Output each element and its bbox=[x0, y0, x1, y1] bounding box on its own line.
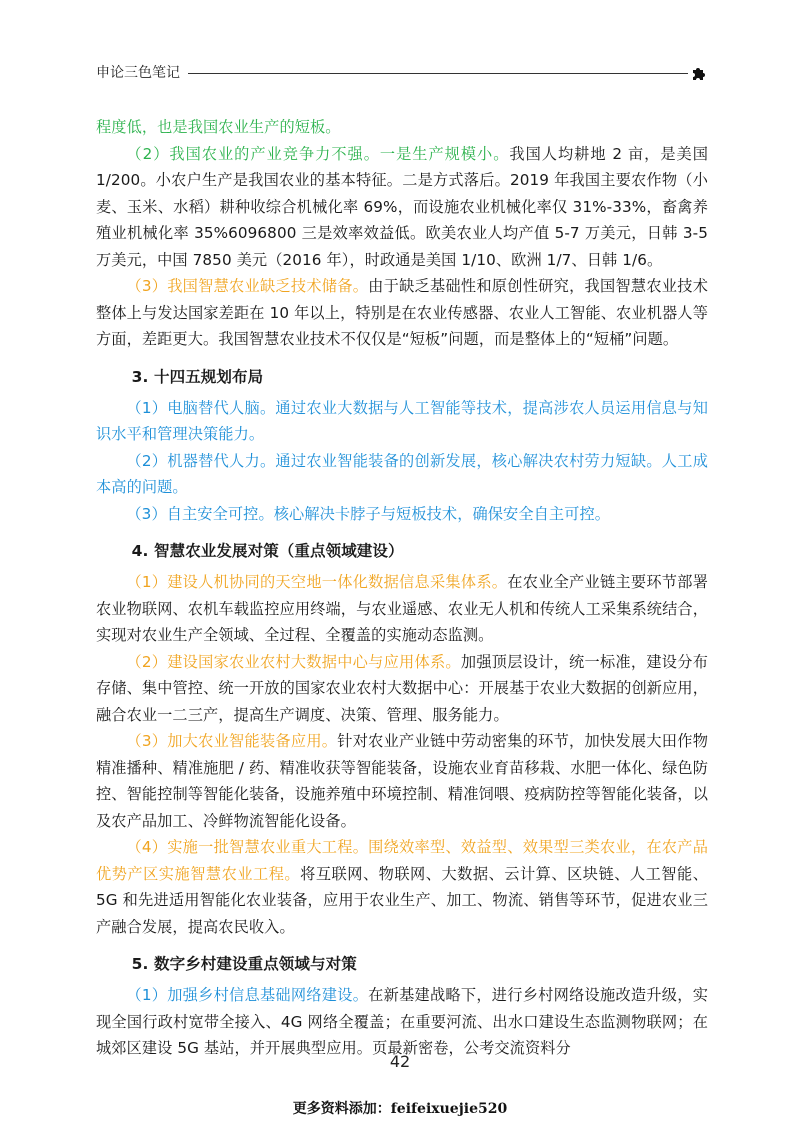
body-text: 加强顶层设计，统一标准，建设分布存储、集中管控、统一开放的国家农业农村大数据中心：开展基于农业大数据的创新应用，融合农业一二三产，提高生产调度、决策、管理、服务能力。 bbox=[96, 652, 708, 724]
section-heading: 4. 智慧农业发展对策（重点领域建设） bbox=[131, 542, 404, 560]
body-text: 针对农业产业链中劳动密集的环节，加快发展大田作物精准播种、精准施肥 / 药、精准收获等智能装备，设施农业育苗移栽、水肥一体化、绿色防控、智能控制等智能化装备，设施养殖中环境控制、精准饲喂、疫病防控等智能化装备，以及农产品加工、冷鲜物流智能化设备。 bbox=[96, 732, 708, 830]
paragraph bbox=[96, 501, 708, 528]
highlight-green: （2）我国农业的产业竞争力不强。一是生产规模小。 bbox=[126, 144, 510, 163]
highlight-green: 程度低，也是我国农业生产的短板。 bbox=[96, 118, 341, 136]
header-rule bbox=[188, 73, 688, 74]
highlight-blue: （1）电脑替代人脑。通过农业大数据与人工智能等技术，提高涉农人员运用信息与知识水平和管理决策能力。 bbox=[96, 398, 708, 443]
highlight-blue: （1）加强乡村信息基础网络建设。 bbox=[126, 986, 369, 1004]
body-text: 在农业全产业链主要环节部署农业物联网、农机车载监控应用终端，与农业遥感、农业无人机和传统人工采集系统结合，实现对农业生产全领域、全过程、全覆盖的实施动态监测。 bbox=[96, 573, 708, 644]
highlight-yellow: （3）加大农业智能装备应用。 bbox=[126, 732, 338, 750]
paragraph bbox=[96, 448, 708, 501]
paragraph bbox=[96, 834, 708, 940]
paragraph bbox=[96, 273, 708, 353]
puzzle-icon bbox=[690, 64, 708, 82]
highlight-blue: （2）机器替代人力。通过农业智能装备的创新发展，核心解决农村劳力短缺。人工成本高的问题。 bbox=[96, 451, 708, 496]
paragraph bbox=[96, 114, 708, 141]
paragraph bbox=[96, 728, 708, 834]
page-number: 42 bbox=[389, 1052, 411, 1071]
paragraph bbox=[96, 395, 708, 448]
highlight-yellow: （4）实施一批智慧农业重大工程。围绕效率型、效益型、效果型三类农业，在农产品优势产区实施智慧农业工程。 bbox=[96, 838, 708, 883]
highlight-yellow: （3）我国智慧农业缺乏技术储备。 bbox=[126, 277, 369, 295]
page-header bbox=[96, 62, 708, 84]
highlight-yellow: （2）建设国家农业农村大数据中心与应用体系。 bbox=[126, 652, 461, 671]
paragraph bbox=[96, 141, 708, 274]
paragraph bbox=[96, 982, 708, 1062]
document-body bbox=[96, 114, 708, 1062]
section-heading: 3. 十四五规划布局 bbox=[131, 367, 264, 386]
section-heading: 5. 数字乡村建设重点领域与对策 bbox=[131, 955, 357, 973]
footer-note: 更多资料添加：feifeixuejie520 bbox=[292, 1101, 508, 1117]
header-title: 申论三色笔记 bbox=[96, 65, 180, 81]
highlight-yellow: （1）建设人机协同的天空地一体化数据信息采集体系。 bbox=[126, 573, 508, 591]
paragraph bbox=[96, 649, 708, 729]
body-text: 我国人均耕地 2 亩，是美国 1/200。小农户生产是我国农业的基本特征。二是方式落后。2019 年我国主要农作物（小麦、玉米、水稻）耕种收综合机械化率 69%，而设施农业机械化率仅 31%-33%，畜禽养殖业机械化率 35%6096800 三是效率效益低。欧美农业人均产值 5-7 万美元，日韩 3-5 万美元，中国 7850 美元（2016 年），时政通是美国 1/10、欧洲 1/7、日韩 1/6。 bbox=[96, 144, 708, 269]
paragraph bbox=[96, 569, 708, 649]
body-text: 在新基建战略下，进行乡村网络设施改造升级，实现全国行政村宽带全接入、4G 网络全覆盖；在重要河流、出水口建设生态监测物联网；在城郊区建设 5G 基站，并开展典型应用。页最新密卷，公考交流资料分 bbox=[96, 986, 709, 1057]
highlight-blue: （3）自主安全可控。核心解决卡脖子与短板技术，确保安全自主可控。 bbox=[126, 504, 611, 523]
body-text: 将互联网、物联网、大数据、云计算、区块链、人工智能、5G 和先进适用智能化农业装备，应用于农业生产、加工、物流、销售等环节，促进农业三产融合发展，提高农民收入。 bbox=[96, 864, 708, 936]
body-text: 由于缺乏基础性和原创性研究，我国智慧农业技术整体上与发达国家差距在 10 年以上，特别是在农业传感器、农业人工智能、农业机器人等方面，差距更大。我国智慧农业技术不仅仅是“短板”问题，而是整体上的“短桶”问题。 bbox=[96, 277, 709, 348]
